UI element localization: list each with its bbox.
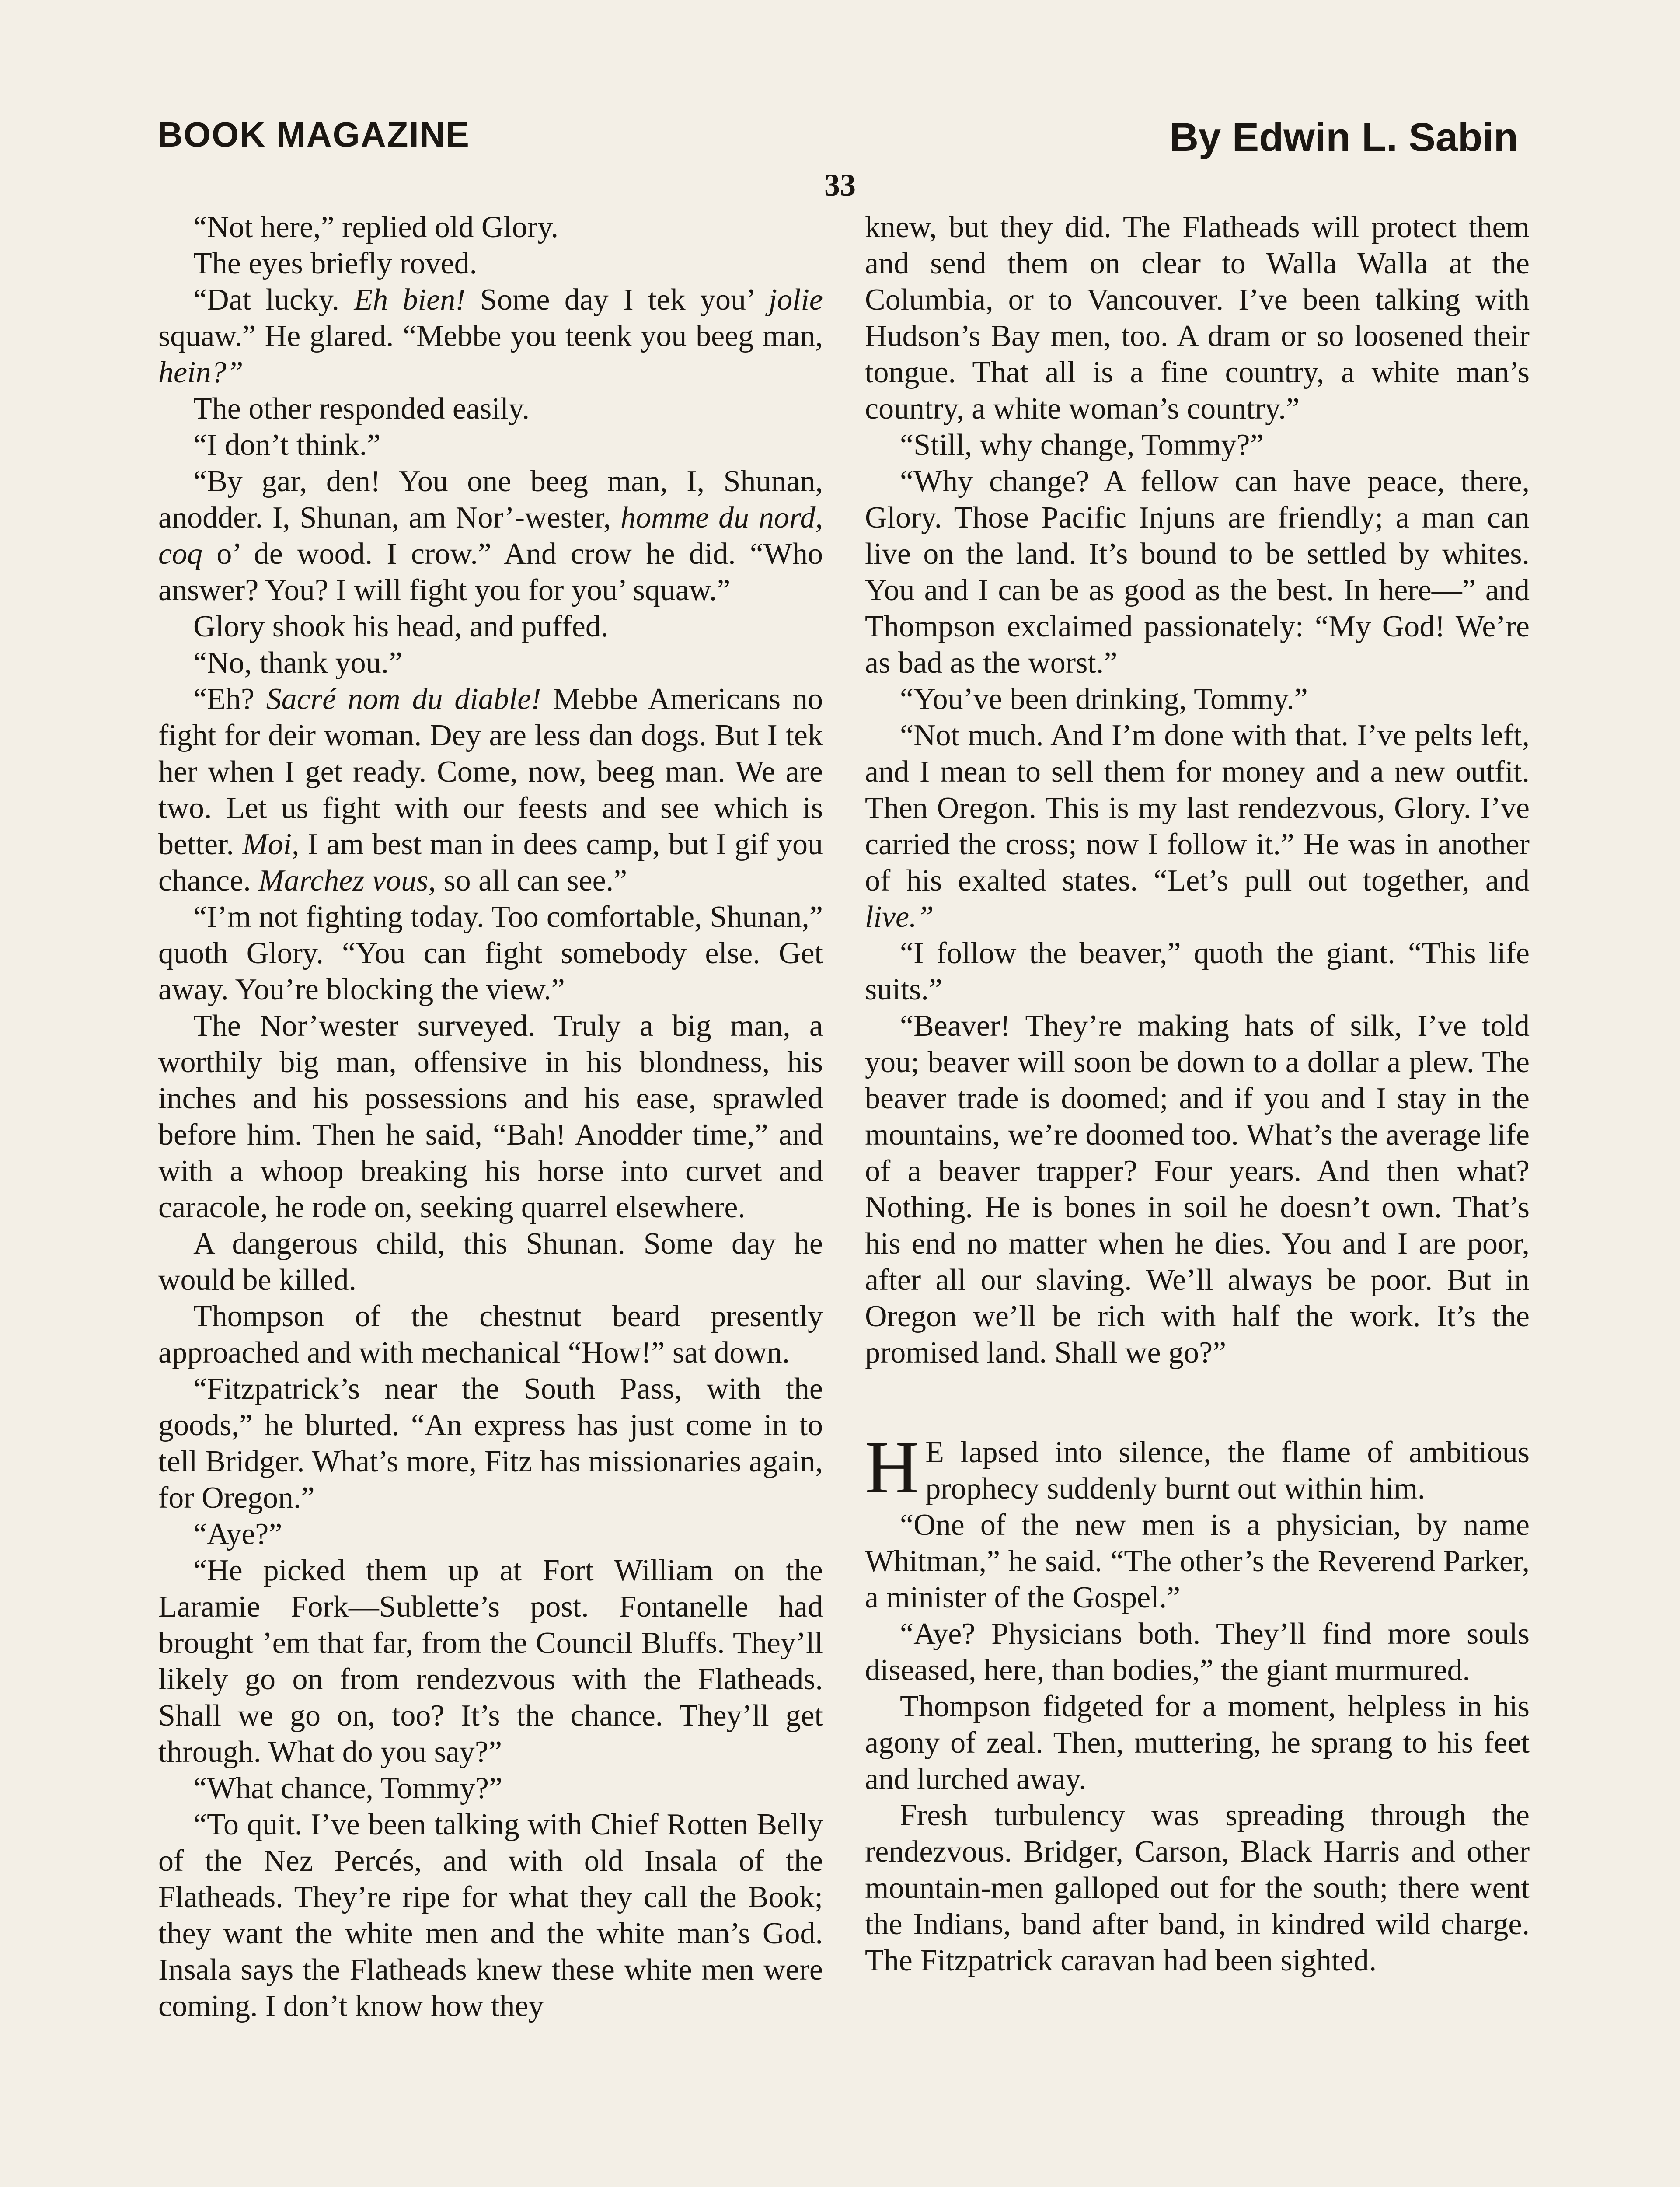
paragraph: “He picked them up at Fort William on the Laramie Fork—Sublette’s post. Fontanelle had brought ’em that far, from the Council Bluffs. They’ll likely go on from rendezvous with the Flatheads. Shall we go on, too? It’s the chance. They’ll get through. What do you say?” [158,1554,823,1769]
paragraph: “I don’t think.” [193,428,381,462]
drop-cap: H [865,1426,920,1509]
paragraph: “Why change? A fellow can have peace, there, Glory. Those Pacific Injuns are friendly; a man can live on the land. It’s bound to be settled by whites. You and I can be as good as the best. In here—” and Thompson exclaimed passionately: “My God! We’re as bad as the worst.” [865,465,1530,680]
paragraph: “Dat lucky. Eh bien! Some day I tek you’ jolie squaw.” He glared. “Mebbe you teenk you beeg man, hein?” [158,283,823,389]
paragraph: “Still, why change, Tommy?” [900,428,1264,462]
paragraph: “Not much. And I’m done with that. I’ve pelts left, and I mean to sell them for money and a new outfit. Then Oregon. This is my last rendezvous, Glory. I’ve carried the cross; now I follow it.” He was in another of his exalted states. “Let’s pull out together, and live.” [865,719,1530,934]
paragraph: “Fitzpatrick’s near the South Pass, with the goods,” he blurted. “An express has just come in to tell Bridger. What’s more, Fitz has missionaries again, for Oregon.” [158,1372,823,1515]
paragraph: The Nor’wester surveyed. Truly a big man, a worthily big man, offensive in his blondness, his inches and his possessions and his ease, sprawled before him. Then he said, “Bah! Anodder time,” and with a whoop breaking his horse into curvet and caracole, he rode on, seeking quarrel elsewhere. [158,1009,823,1224]
page-header [157,115,1518,176]
paragraph: “Aye?” [193,1517,282,1551]
paragraph: “Aye? Physicians both. They’ll find more souls diseased, here, than bodies,” the giant murmured. [865,1617,1530,1687]
magazine-title: BOOK MAGAZINE [157,115,470,154]
paragraph: H E lapsed into silence, the flame of ambitious prophecy suddenly burnt out within him. [865,1426,1530,1509]
paragraph: The other responded easily. [193,392,530,426]
paragraph: “By gar, den! You one beeg man, I, Shunan, anodder. I, Shunan, am Nor’-wester, homme du nord, coq o’ de wood. I crow.” And crow he did. “Who answer? You? I will fight you for you’ squaw.” [158,465,823,607]
paragraph: “Eh? Sacré nom du diable! Mebbe Americans no fight for deir woman. Dey are less dan dogs. But I tek her when I get ready. Come, now, beeg man. We are two. Let us fight with our feests and see which is better. Moi, I am best man in dees camp, but I gif you chance. Marchez vous, so all can see.” [158,682,823,898]
paragraph: “Not here,” replied old Glory. [193,210,559,244]
paragraph: “You’ve been drinking, Tommy.” [900,682,1308,716]
right-column [865,209,1530,1979]
paragraph: “No, thank you.” [193,646,403,680]
page-number: 33 [824,168,856,203]
left-column [158,209,823,2024]
paragraph: Fresh turbulency was spreading through the rendezvous. Bridger, Carson, Black Harris and other mountain-men galloped out for the south; there went the Indians, band after band, in kindred wild charge. The Fitzpatrick caravan had been sighted. [865,1799,1530,1977]
author-byline: By Edwin L. Sabin [1169,115,1518,160]
paragraph: “What chance, Tommy?” [193,1771,503,1805]
paragraph: Glory shook his head, and puffed. [193,610,609,643]
paragraph: “To quit. I’ve been talking with Chief Rotten Belly of the Nez Percés, and with old Insala of the Flatheads. They’re ripe for what they call the Book; they want the white men and the white man’s God. Insala says the Flatheads knew these white men were coming. I don’t know how they [158,1808,823,2023]
paragraph: The eyes briefly roved. [193,247,478,280]
paragraph: Thompson fidgeted for a moment, helpless in his agony of zeal. Then, muttering, he sprang to his feet and lurched away. [865,1690,1530,1796]
paragraph: Thompson of the chestnut beard presently approached and with mechanical “How!” sat down. [158,1300,823,1369]
paragraph: knew, but they did. The Flatheads will protect them and send them on clear to Walla Walla at the Columbia, or to Vancouver. I’ve been talking with Hudson’s Bay men, too. A dram or so loosened their tongue. That all is a fine country, a white man’s country, a white woman’s country.” [865,210,1530,426]
paragraph: A dangerous child, this Shunan. Some day he would be killed. [158,1227,823,1297]
paragraph: “I follow the beaver,” quoth the giant. “This life suits.” [865,936,1530,1006]
paragraph: “One of the new men is a physician, by name Whitman,” he said. “The other’s the Reverend Parker, a minister of the Gospel.” [865,1508,1530,1614]
paragraph: “Beaver! They’re making hats of silk, I’ve told you; beaver will soon be down to a dollar a plew. The beaver trade is doomed; and if you and I stay in the mountains, we’re doomed too. What’s the average life of a beaver trapper? Four years. And then what? Nothing. He is bones in soil he doesn’t own. That’s his end no matter when he dies. You and I are poor, after all our slaving. We’ll always be poor. But in Oregon we’ll be rich with half the work. It’s the promised land. Shall we go?” [865,1009,1530,1369]
paragraph: “I’m not fighting today. Too comfortable, Shunan,” quoth Glory. “You can fight somebody else. Get away. You’re blocking the view.” [158,900,823,1006]
